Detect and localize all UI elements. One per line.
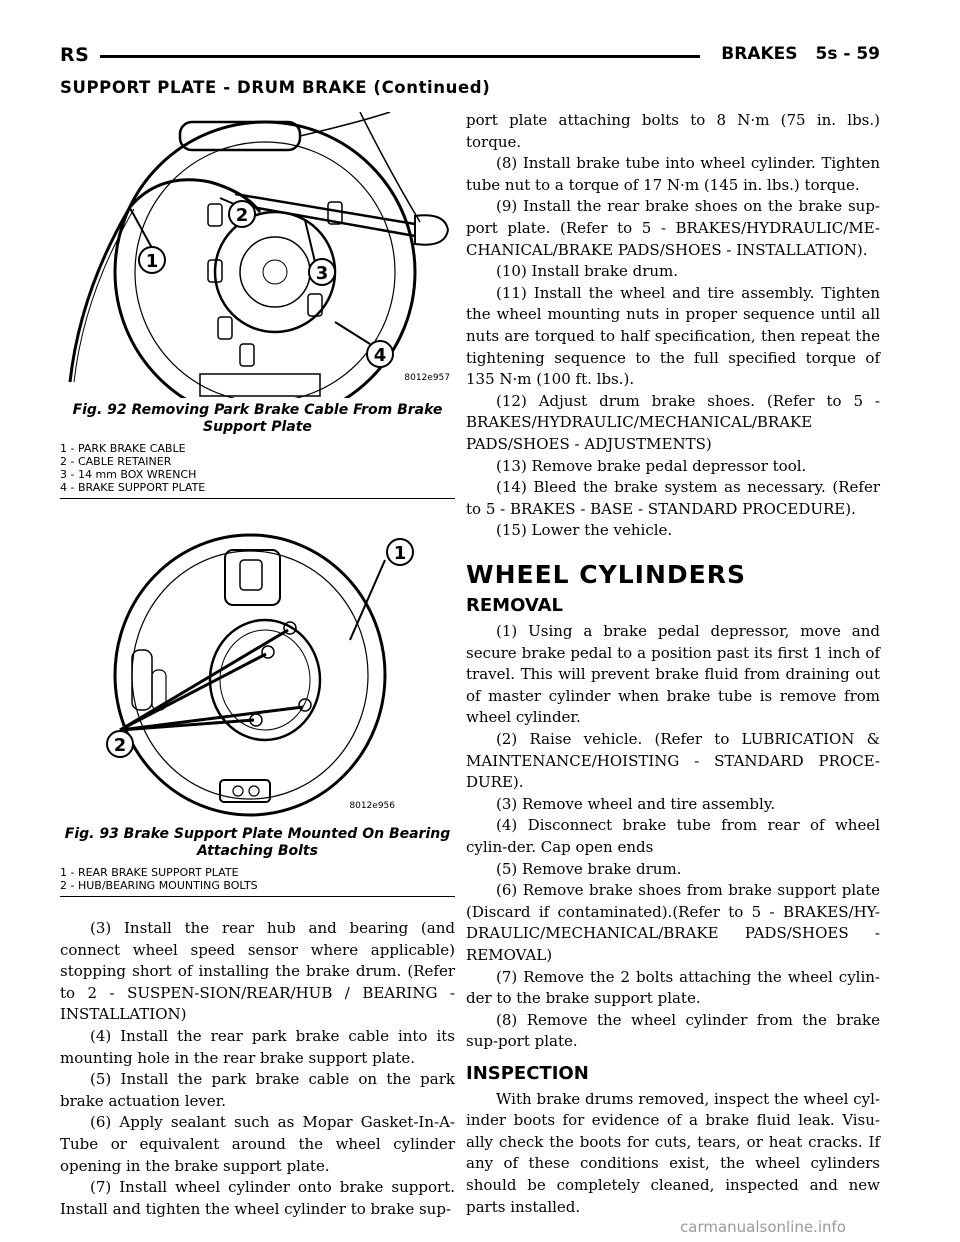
header-section-code: RS	[60, 44, 90, 66]
paragraph: port plate attaching bolts to 8 N·m (75 in. lbs.) torque.	[466, 111, 880, 151]
paragraph: (8) Install brake tube into wheel cylinder. Tighten tube nut to a torque of 17 N·m (145 in. lbs.) torque.	[466, 154, 880, 194]
legend-item: 2 - CABLE RETAINER	[60, 455, 172, 468]
legend-item: 4 - BRAKE SUPPORT PLATE	[60, 481, 206, 494]
fig93-callout-1: 1	[393, 543, 407, 564]
paragraph: (7) Install wheel cylinder onto brake support. Install and tighten the wheel cylinder to brake sup-	[60, 1178, 455, 1218]
paragraph: (3) Install the rear hub and bearing (and connect wheel speed sensor where applicable) stopping short of installing the brake drum. (Refer to 2 - SUSPEN-SION/REAR/HUB / BEARING - INSTALLATION)	[60, 919, 455, 1024]
right-column-text	[466, 110, 880, 1218]
page-header	[60, 44, 880, 70]
figure-92	[60, 112, 455, 499]
paragraph: (4) Disconnect brake tube from rear of wheel cylin-der. Cap open ends	[466, 816, 880, 856]
fig92-legend	[60, 442, 455, 494]
paragraph: (6) Remove brake shoes from brake support plate (Discard if contaminated).(Refer to 5 - BRAKES/HY-DRAULIC/MECHANICAL/BRAKE PADS/SHOES - REMOVAL)	[466, 881, 880, 964]
fig93-legend	[60, 866, 455, 892]
paragraph: (6) Apply sealant such as Mopar Gasket-In-A-Tube or equivalent around the wheel cylinder opening in the brake support plate.	[60, 1113, 455, 1175]
support-plate-illustration	[60, 530, 455, 822]
legend-item: 3 - 14 mm BOX WRENCH	[60, 468, 197, 481]
watermark-footer: carmanualsonline.info	[680, 1218, 846, 1236]
paragraph: (15) Lower the vehicle.	[496, 521, 673, 540]
fig92-callout-3: 3	[315, 263, 329, 284]
legend-item: 1 - PARK BRAKE CABLE	[60, 442, 186, 455]
fig92-callout-2: 2	[235, 205, 249, 226]
legend-item: 1 - REAR BRAKE SUPPORT PLATE	[60, 866, 239, 879]
paragraph: (7) Remove the 2 bolts attaching the wheel cylin-der to the brake support plate.	[466, 967, 880, 1008]
paragraph: (11) Install the wheel and tire assembly. Tighten the wheel mounting nuts in proper sequence until all nuts are torqued to half specification, then repeat the tightening sequence to the full specified torque of 135 N·m (100 ft. lbs.).	[466, 283, 880, 389]
paragraph: (13) Remove brake pedal depressor tool.	[496, 456, 807, 475]
paragraph: (4) Install the rear park brake cable into its mounting hole in the rear brake support plate.	[60, 1026, 455, 1067]
paragraph: (3) Remove wheel and tire assembly.	[496, 794, 776, 813]
wheel-cylinders-heading: WHEEL CYLINDERS	[466, 559, 746, 589]
fig93-callout-2: 2	[113, 735, 127, 756]
fig93-image-code: 8012e956	[349, 801, 395, 811]
removal-heading: REMOVAL	[466, 595, 563, 617]
figure-93	[60, 530, 455, 897]
fig92-caption: Fig. 92 Removing Park Brake Cable From Brake Support Plate	[72, 402, 443, 435]
paragraph: (5) Remove brake drum.	[496, 859, 682, 878]
figure-divider	[60, 498, 455, 499]
paragraph: (5) Install the park brake cable on the park brake actuation lever.	[60, 1070, 455, 1110]
fig92-callout-1: 1	[145, 251, 159, 272]
figure-divider	[60, 896, 455, 897]
section-title: SUPPORT PLATE - DRUM BRAKE (Continued)	[60, 78, 491, 97]
park-brake-cable-illustration	[60, 112, 455, 398]
header-chapter-title: BRAKES	[721, 44, 798, 64]
fig92-image-code: 8012e957	[404, 373, 450, 383]
paragraph: (14) Bleed the brake system as necessary. (Refer to 5 - BRAKES - BASE - STANDARD PROCEDURE).	[466, 478, 880, 518]
paragraph: (12) Adjust drum brake shoes. (Refer to 5 - BRAKES/HYDRAULIC/MECHANICAL/BRAKE PADS/SHOES - ADJUSTMENTS)	[466, 391, 880, 453]
header-right	[721, 44, 880, 64]
fig93-caption: Fig. 93 Brake Support Plate Mounted On Bearing Attaching Bolts	[64, 826, 451, 859]
header-rule	[100, 55, 700, 58]
page-number: 5s - 59	[815, 44, 880, 64]
paragraph: (9) Install the rear brake shoes on the brake sup-port plate. (Refer to 5 - BRAKES/HYDRAULIC/ME-CHANICAL/BRAKE PADS/SHOES - INSTALLATION).	[466, 197, 880, 259]
legend-item: 2 - HUB/BEARING MOUNTING BOLTS	[60, 879, 258, 892]
paragraph: (1) Using a brake pedal depressor, move and secure brake pedal to a position past its first 1 inch of travel. This will prevent brake fluid from draining out of master cylinder when brake tube is remove from wheel cylinder.	[466, 622, 880, 727]
paragraph: (8) Remove the wheel cylinder from the brake sup-port plate.	[466, 1010, 880, 1051]
paragraph: With brake drums removed, inspect the wheel cyl-inder boots for evidence of a brake fluid leak. Visu-ally check the boots for cuts, tears, or heat cracks. If any of these conditions exist, the wheel cylinders should be completely cleaned, inspected and new parts installed.	[466, 1089, 880, 1216]
left-column-text	[60, 918, 455, 1220]
paragraph: (2) Raise vehicle. (Refer to LUBRICATION & MAINTENANCE/HOISTING - STANDARD PROCE-DURE).	[466, 730, 880, 792]
fig92-callout-4: 4	[373, 345, 387, 366]
paragraph: (10) Install brake drum.	[496, 262, 679, 281]
inspection-heading: INSPECTION	[466, 1062, 589, 1084]
